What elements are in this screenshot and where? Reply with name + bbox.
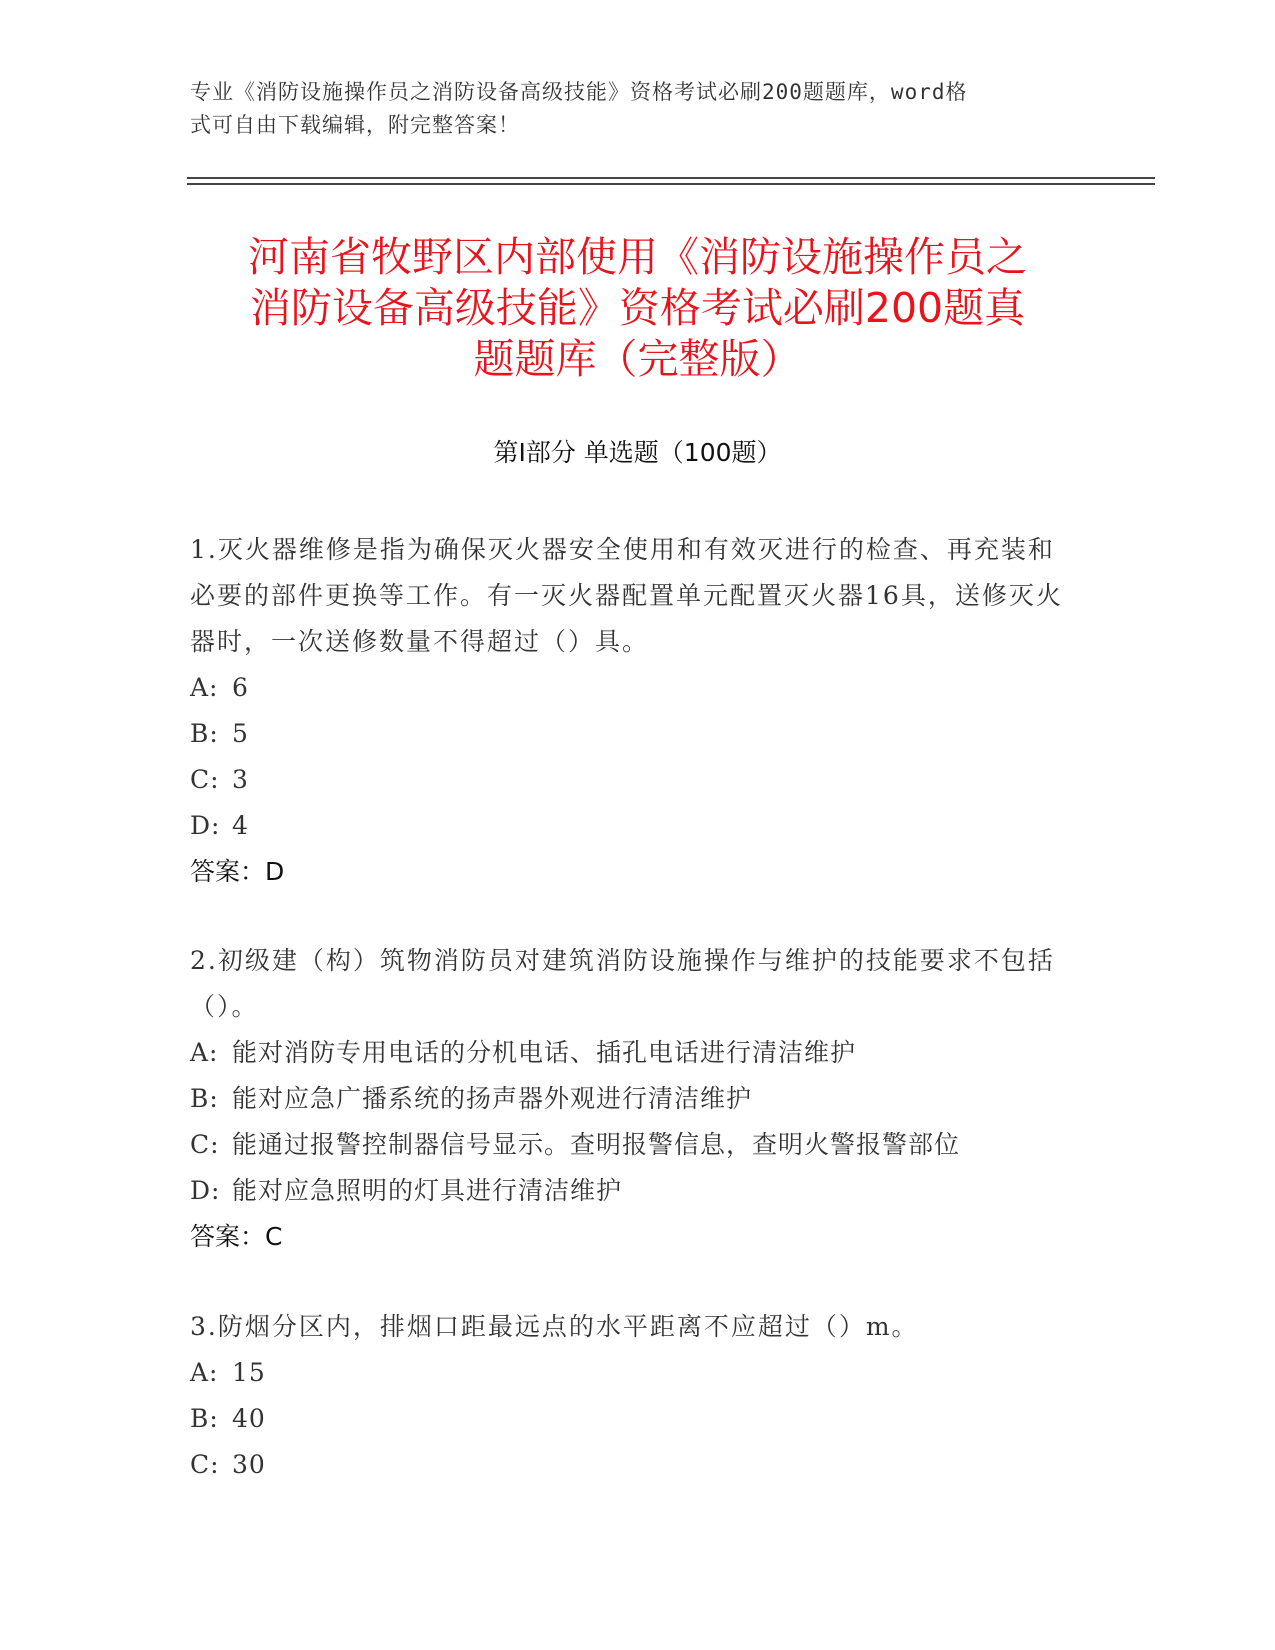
option-key: A: — [190, 1358, 219, 1387]
answer-line: 答案：C — [190, 1222, 283, 1251]
option-text: 5 — [232, 719, 249, 748]
option-key: B: — [190, 719, 219, 748]
header-divider-top — [187, 177, 1155, 179]
header-divider-bottom — [187, 183, 1155, 185]
option-c — [190, 1122, 1070, 1168]
option-key: C: — [190, 1450, 220, 1479]
option-c — [190, 1442, 1070, 1488]
question-stem: 1.灭火器维修是指为确保灭火器安全使用和有效灭进行的检查、再充装和必要的部件更换等工作。有一灭火器配置单元配置灭火器16具，送修灭火器时，一次送修数量不得超过（）具。 — [190, 535, 1063, 656]
question-2 — [190, 938, 1070, 1260]
option-key: D: — [190, 811, 221, 840]
option-a — [190, 1350, 1070, 1396]
option-text: 能对应急照明的灯具进行清洁维护 — [232, 1176, 623, 1205]
option-text: 40 — [232, 1404, 266, 1433]
option-key: D: — [190, 1176, 221, 1205]
option-key: C: — [190, 765, 220, 794]
question-stem: 2.初级建（构）筑物消防员对建筑消防设施操作与维护的技能要求不包括（）。 — [190, 946, 1055, 1021]
option-d — [190, 1168, 1070, 1214]
header-note-line: 式可自由下载编辑，附完整答案！ — [190, 113, 520, 137]
option-key: B: — [190, 1404, 219, 1433]
option-key: A: — [190, 1038, 219, 1067]
option-a — [190, 665, 1070, 711]
question-3 — [190, 1304, 1070, 1488]
option-d — [190, 803, 1070, 849]
option-text: 15 — [232, 1358, 266, 1387]
document-title-line: 消防设备高级技能》资格考试必刷200题真 — [249, 284, 1026, 332]
header-note — [190, 76, 1070, 142]
option-text: 能通过报警控制器信号显示。查明报警信息，查明火警报警部位 — [232, 1130, 961, 1159]
option-b — [190, 711, 1070, 757]
header-note-line: 专业《消防设施操作员之消防设备高级技能》资格考试必刷200题题库，word格 — [190, 80, 968, 104]
option-text: 30 — [232, 1450, 266, 1479]
document-title-line: 河南省牧野区内部使用《消防设施操作员之 — [248, 233, 1027, 281]
option-key: B: — [190, 1084, 219, 1113]
option-b — [190, 1396, 1070, 1442]
question-stem: 3.防烟分区内，排烟口距最远点的水平距离不应超过（）m。 — [190, 1312, 919, 1341]
option-text: 4 — [232, 811, 249, 840]
option-text: 3 — [232, 765, 249, 794]
option-a — [190, 1030, 1070, 1076]
option-b — [190, 1076, 1070, 1122]
document-title-line: 题题库（完整版） — [473, 335, 802, 383]
answer-line: 答案：D — [190, 857, 285, 886]
section-heading: 第Ⅰ部分 单选题（100题） — [493, 438, 782, 467]
option-key: A: — [190, 673, 219, 702]
option-text: 能对应急广播系统的扬声器外观进行清洁维护 — [232, 1084, 753, 1113]
option-key: C: — [190, 1130, 220, 1159]
question-1 — [190, 527, 1070, 895]
option-c — [190, 757, 1070, 803]
option-text: 6 — [232, 673, 249, 702]
option-text: 能对消防专用电话的分机电话、插孔电话进行清洁维护 — [232, 1038, 857, 1067]
document-title — [175, 232, 1100, 385]
